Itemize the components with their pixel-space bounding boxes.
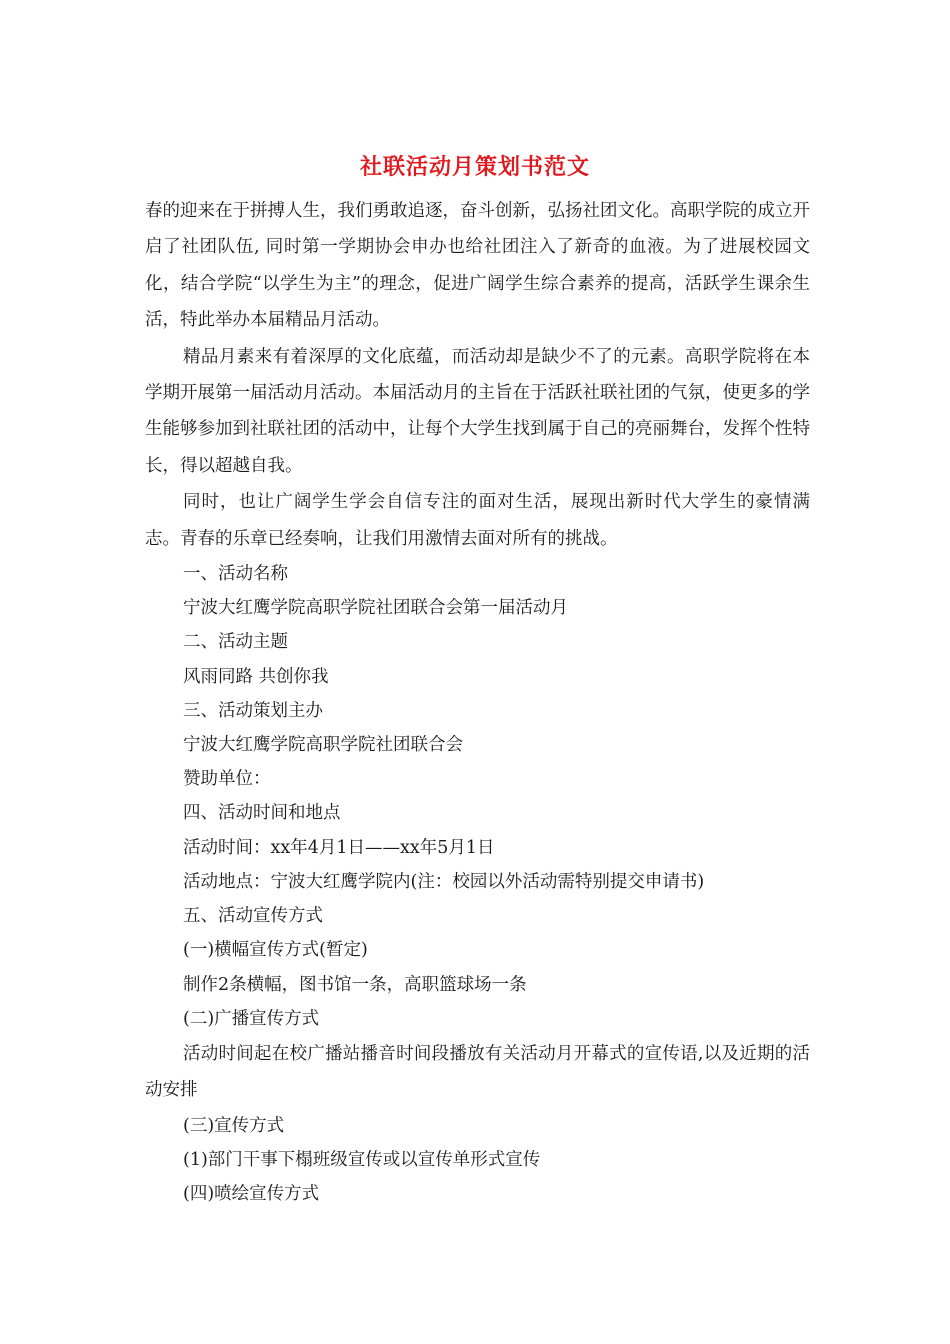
text-class-publicity: (1)部门干事下榻班级宣传或以宣传单形式宣传	[183, 1149, 541, 1170]
paragraph-broadcast: 活动时间起在校广播站播音时间段播放有关活动月开幕式的宣传语,以及近期的活动安排	[145, 1043, 810, 1101]
text-activity-theme: 风雨同路 共创你我	[183, 666, 329, 687]
heading-broadcast-publicity: (二)广播宣传方式	[183, 1008, 320, 1029]
text-activity-place: 活动地点：宁波大红鹰学院内(注：校园以外活动需特别提交申请书)	[183, 871, 705, 892]
paragraph-purpose: 精品月素来有着深厚的文化底蕴，而活动却是缺少不了的元素。高职学院将在本学期开展第一届活动月活动。本届活动月的主旨在于活跃社联社团的气氛，使更多的学生能够参加到社联社团的活动中，让每个大学生找到属于自己的亮丽舞台，发挥个性特长，得以超越自我。	[145, 346, 810, 476]
heading-spray-publicity: (四)喷绘宣传方式	[183, 1184, 320, 1205]
heading-publicity: 五、活动宣传方式	[183, 906, 323, 927]
text-activity-name: 宁波大红鹰学院高职学院社团联合会第一届活动月	[183, 598, 568, 619]
text-banner-publicity: 制作2条横幅，图书馆一条，高职篮球场一条	[183, 974, 527, 995]
paragraph-spirit: 同时，也让广阔学生学会自信专注的面对生活，展现出新时代大学生的豪情满志。青春的乐章已经奏响，让我们用激情去面对所有的挑战。	[145, 492, 810, 549]
document-body	[145, 193, 810, 1211]
heading-time-place: 四、活动时间和地点	[183, 803, 341, 824]
text-organizer: 宁波大红鹰学院高职学院社团联合会	[183, 735, 463, 756]
heading-banner-publicity: (一)横幅宣传方式(暂定)	[183, 940, 368, 961]
heading-activity-theme: 二、活动主题	[183, 632, 288, 653]
text-sponsor: 赞助单位：	[183, 769, 271, 790]
heading-organizer: 三、活动策划主办	[183, 700, 323, 721]
heading-other-publicity: (三)宣传方式	[183, 1115, 285, 1136]
paragraph-intro: 春的迎来在于拼搏人生，我们勇敢追逐，奋斗创新，弘扬社团文化。高职学院的成立开启了社团队伍, 同时第一学期协会申办也给社团注入了新奇的血液。为了进展校园文化，结合学院“以学生为主”的理念，促进广阔学生综合素养的提高，活跃学生课余生活，特此举办本届精品月活动。	[145, 201, 810, 331]
heading-activity-name: 一、活动名称	[183, 564, 288, 585]
document-title: 社联活动月策划书范文	[359, 154, 590, 180]
text-activity-time: 活动时间：xx年4月1日——xx年5月1日	[183, 837, 495, 858]
